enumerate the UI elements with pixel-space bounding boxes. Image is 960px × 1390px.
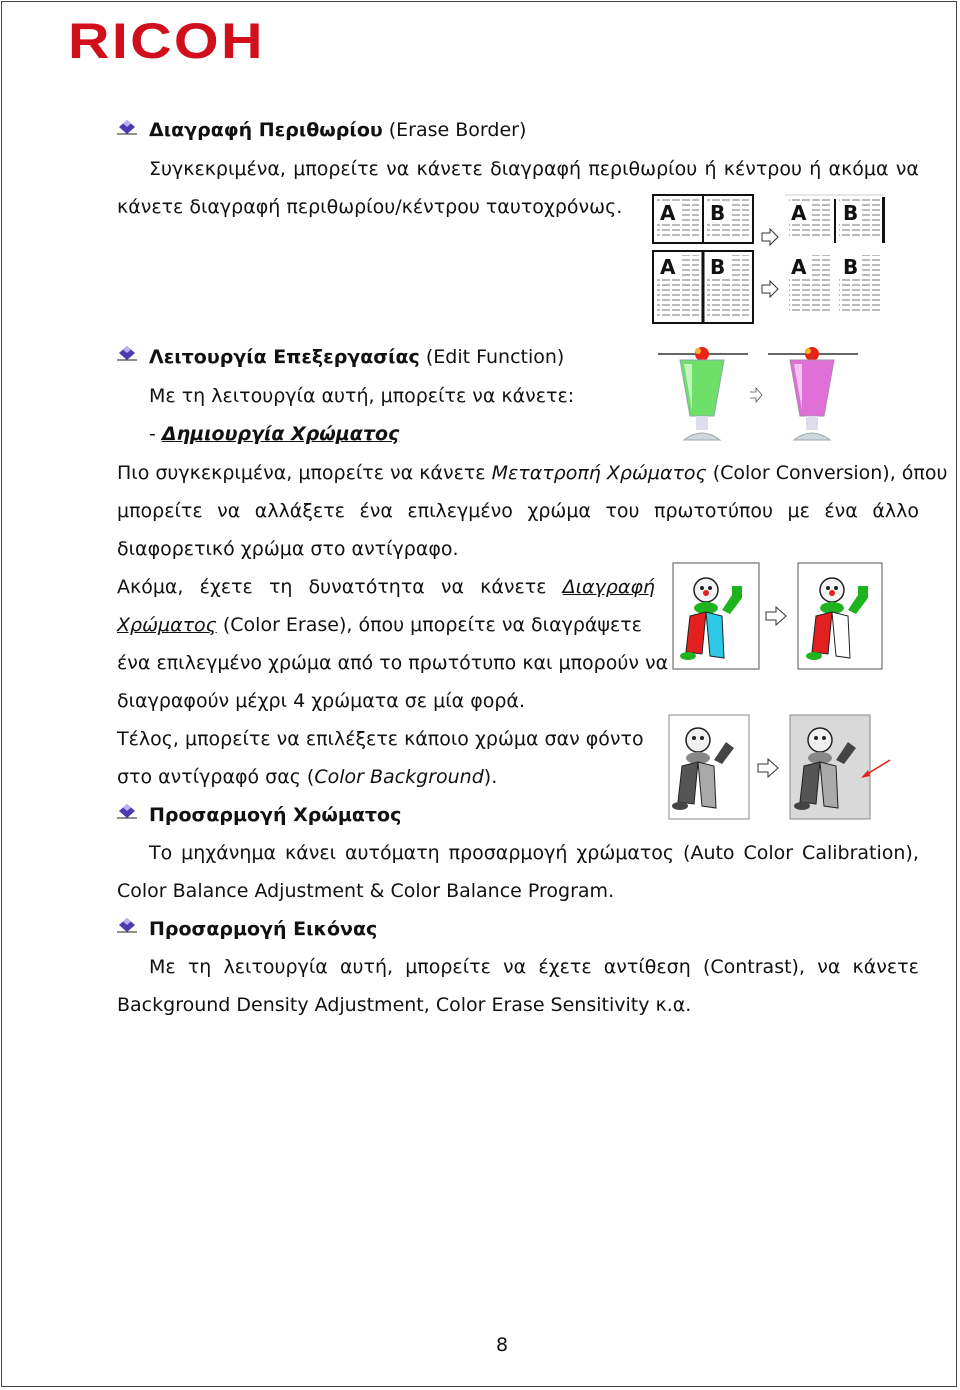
color-background-illustration <box>668 714 898 820</box>
word: Με <box>149 956 176 978</box>
fig-letter-b: B <box>843 255 859 279</box>
color-adjust-title: Προσαρμογή Χρώματος <box>149 804 402 826</box>
page-number: 8 <box>496 1334 509 1356</box>
color-adjust-line1 <box>149 841 919 865</box>
drink-green-original <box>654 342 754 446</box>
color-erase-line1 <box>117 575 655 599</box>
word: μηχάνημα <box>181 842 277 864</box>
word: τη <box>268 576 293 598</box>
word: τη <box>187 956 212 978</box>
word: (Contrast), <box>702 956 806 978</box>
word: Το <box>149 842 173 864</box>
word: ή <box>809 158 822 180</box>
word: μπορείτε <box>117 500 203 522</box>
diamond-bullet-icon <box>117 917 137 933</box>
word: Calibration), <box>802 842 919 864</box>
color-erase-line3: ένα επιλεγμένο χρώμα από το πρωτότυπο και μπορούν να <box>117 652 669 674</box>
word: διαγραφή <box>490 158 582 180</box>
word: χρώμα <box>527 500 591 522</box>
fig-letter-a: A <box>660 201 676 225</box>
word: κάνετε <box>852 956 919 978</box>
text: (Color Erase), όπου μπορείτε να διαγράψετε <box>216 614 642 636</box>
color-background-line2 <box>117 765 497 789</box>
text: (Color Conversion), όπου <box>706 462 948 484</box>
image-adjust-line2: Background Density Adjustment, Color Erase Sensitivity κ.α. <box>117 994 692 1016</box>
word: πρωτοτύπου <box>654 500 774 522</box>
word: Color <box>743 842 794 864</box>
edit-function-title-en: (Edit Function) <box>419 346 565 368</box>
word: ένα <box>824 500 858 522</box>
arrow-right-icon <box>762 229 778 245</box>
arrow-right-icon <box>766 607 786 625</box>
word: να <box>895 158 919 180</box>
color-erase-line2 <box>117 613 642 637</box>
drink-magenta-result <box>764 342 864 446</box>
arrow-right-icon <box>758 759 778 777</box>
fig-letter-a: A <box>791 201 807 225</box>
color-erase-line4: διαγραφούν μέχρι 4 χρώματα σε μία φορά. <box>117 690 525 712</box>
result-top <box>785 195 885 243</box>
text: στο αντίγραφό σας ( <box>117 766 315 788</box>
erase-border-heading <box>149 118 526 142</box>
text: Τέλος, μπορείτε να επιλέξετε κάποιο χρώμα σαν φόντο <box>117 728 644 750</box>
diamond-bullet-icon <box>117 803 137 819</box>
edit-function-title: Λειτουργία Επεξεργασίας <box>149 346 420 368</box>
color-background-term: Color Background <box>314 766 484 788</box>
color-erase-term: Διαγραφή <box>562 576 655 598</box>
word: να <box>217 500 241 522</box>
word: με <box>787 500 810 522</box>
word: (Auto <box>683 842 735 864</box>
word: προσαρμογή <box>448 842 568 864</box>
word: αλλάξετε <box>254 500 345 522</box>
word: να <box>386 158 410 180</box>
original-top <box>653 195 753 243</box>
fig-letter-a: A <box>660 255 676 279</box>
diamond-bullet-icon <box>117 345 137 361</box>
arrow-right-icon <box>762 281 778 297</box>
color-conversion-term: Μετατροπή Χρώματος <box>491 462 707 484</box>
word: έχετε <box>538 956 592 978</box>
color-creation-subheading <box>149 422 399 446</box>
word: Ακόμα, <box>117 576 184 598</box>
text: Πιο συγκεκριμένα, μπορείτε να κάνετε <box>117 462 492 484</box>
edit-function-intro: Με τη λειτουργία αυτή, μπορείτε να κάνετε: <box>149 385 575 407</box>
fig-letter-b: B <box>710 255 726 279</box>
erase-border-line2: κάνετε διαγραφή περιθωρίου/κέντρου ταυτοχρόνως. <box>117 196 623 218</box>
erase-border-illustration <box>652 193 888 327</box>
erase-border-line1 <box>149 157 919 181</box>
result-bottom <box>788 255 881 313</box>
fig-letter-b: B <box>843 201 859 225</box>
word: μπορείτε <box>405 956 491 978</box>
word: κάνετε <box>416 158 483 180</box>
color-creation-title: Δημιουργία Χρώματος <box>161 423 400 445</box>
word: κάνετε <box>480 576 547 598</box>
color-adjust-line2: Color Balance Adjustment & Color Balance Program. <box>117 880 615 902</box>
word: έχετε <box>199 576 253 598</box>
fig-letter-a: A <box>791 255 807 279</box>
word: να <box>503 956 527 978</box>
color-conversion-line2 <box>117 499 919 523</box>
erase-border-title-en: (Erase Border) <box>382 119 527 141</box>
image-adjust-line1 <box>149 955 919 979</box>
word: αντίθεση <box>603 956 691 978</box>
text: ). <box>483 766 498 788</box>
word: λειτουργία <box>223 956 328 978</box>
color-conversion-line1 <box>117 461 947 485</box>
word: ή <box>704 158 717 180</box>
word: δυνατότητα <box>308 576 425 598</box>
word: κάνει <box>285 842 337 864</box>
word: να <box>817 956 841 978</box>
color-conversion-line3: διαφορετικό χρώμα στο αντίγραφο. <box>117 538 459 560</box>
word: του <box>605 500 640 522</box>
color-background-line1 <box>117 727 652 751</box>
original-bottom <box>653 251 753 323</box>
word: μπορείτε <box>293 158 379 180</box>
word: άλλο <box>872 500 919 522</box>
fig-letter-b: B <box>710 201 726 225</box>
word: να <box>440 576 465 598</box>
image-adjust-title: Προσαρμογή Εικόνας <box>149 918 378 940</box>
ricoh-logo: RICOH <box>68 13 265 69</box>
color-erase-illustration <box>672 562 884 670</box>
word: ακόμα <box>828 158 889 180</box>
word: ένα <box>359 500 393 522</box>
erase-border-title: Διαγραφή Περιθωρίου <box>149 119 383 141</box>
diamond-bullet-icon <box>117 119 137 135</box>
word: αυτή, <box>339 956 394 978</box>
word: Συγκεκριμένα, <box>149 158 286 180</box>
word: κέντρου <box>723 158 802 180</box>
word: επιλεγμένο <box>407 500 513 522</box>
word: περιθωρίου <box>588 158 698 180</box>
dash: - <box>149 423 162 445</box>
word: αυτόματη <box>345 842 440 864</box>
color-erase-term: Χρώματος <box>117 614 217 636</box>
edit-function-heading <box>149 345 564 369</box>
word: χρώματος <box>576 842 675 864</box>
color-conversion-illustration <box>652 340 872 448</box>
